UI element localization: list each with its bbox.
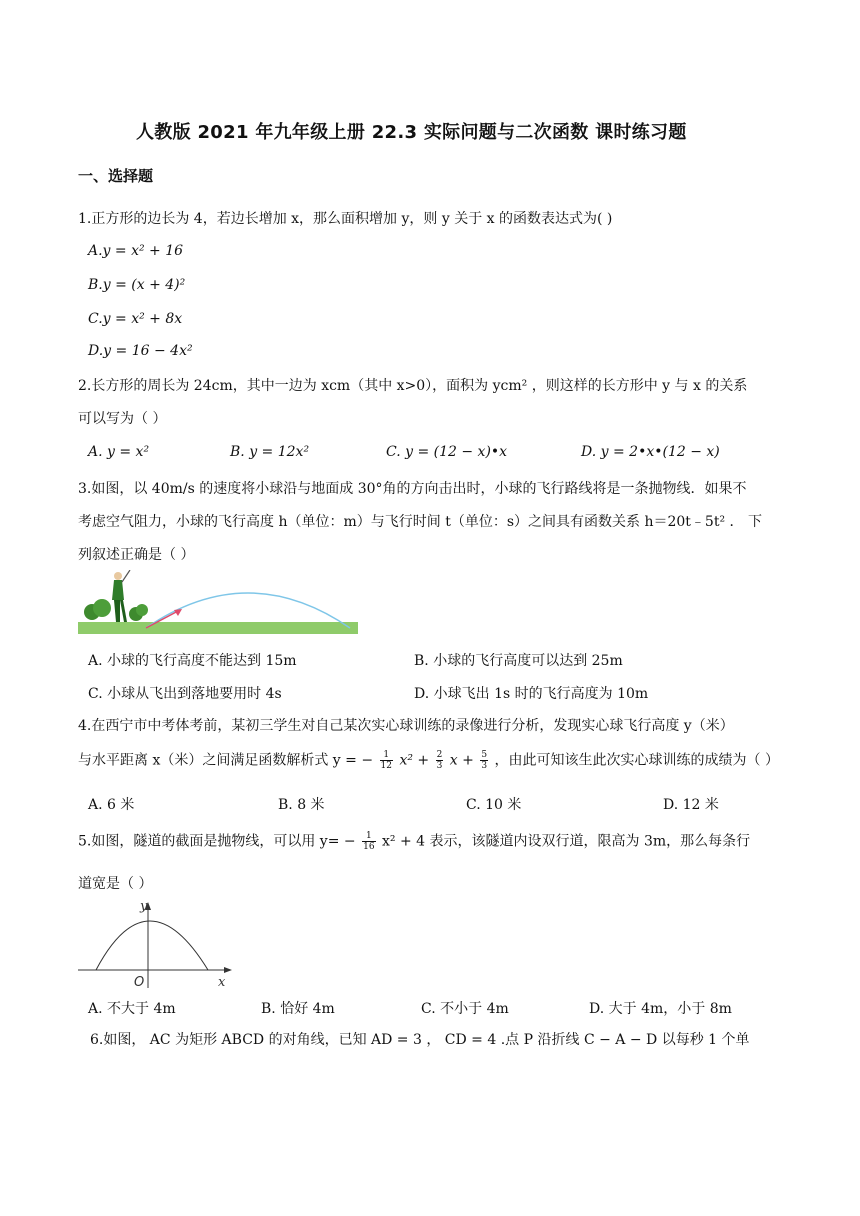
option-a: A. 小球的飞行高度不能达到 15m: [88, 653, 297, 669]
section-heading: 一、选择题: [78, 167, 154, 185]
term-x: x +: [449, 752, 474, 769]
stem-text-b: ，由此可知该生此次实心球训练的成绩为（ ）: [494, 752, 779, 769]
question-stem-line3: 列叙述正确是（ ）: [78, 547, 195, 563]
option-b: B. 恰好 4m: [261, 1001, 335, 1017]
question-stem: 1.正方形的边长为 4，若边长增加 x，那么面积增加 y，则 y 关于 x 的函数表达式为( ): [78, 211, 613, 227]
option-a: A. 6 米: [88, 797, 135, 813]
fraction-2-3: $\frac{2}{3}$: [436, 750, 443, 771]
parabola-curve: [96, 921, 208, 970]
question-stem: 6.如图， AC 为矩形 ABCD 的对角线，已知 AD = 3 ， CD = 4 .点 P 沿折线 C − A − D 以每秒 1 个单: [90, 1032, 750, 1048]
option-c: C. y = (12 − x)•x: [386, 444, 508, 460]
y-axis-label: y: [140, 899, 148, 914]
option-b: B. 小球的飞行高度可以达到 25m: [414, 653, 623, 669]
golf-trajectory-figure: [78, 570, 360, 638]
x-axis-label: x: [218, 975, 226, 990]
tunnel-parabola-figure: [74, 896, 238, 992]
question-stem-line1: 4.在西宁市中考体考前，某初三学生对自己某次实心球训练的录像进行分析，发现实心球飞行高度 y（米）: [78, 718, 734, 734]
option-c: C. 不小于 4m: [421, 1001, 509, 1017]
question-stem-line2: 道宽是（ ）: [78, 876, 153, 892]
origin-label: O: [134, 975, 145, 990]
golfer: [112, 570, 130, 622]
option-a: A. 不大于 4m: [88, 1001, 176, 1017]
question-stem-line2: [78, 750, 779, 771]
fraction-5-3: $\frac{5}{3}$: [481, 750, 488, 771]
option-d: D. y = 2•x•(12 − x): [581, 444, 720, 460]
option-d: D.y = 16 − 4x²: [88, 343, 193, 359]
option-a: A.y = x² + 16: [88, 243, 184, 259]
page-title: 人教版 2021 年九年级上册 22.3 实际问题与二次函数 课时练习题: [136, 122, 687, 143]
option-b: B. 8 米: [278, 797, 325, 813]
question-stem-line1: 2.长方形的周长为 24cm，其中一边为 xcm（其中 x>0），面积为 ycm² ，则这样的长方形中 y 与 x 的关系: [78, 378, 748, 394]
stem-text-a: 与水平距离 x（米）之间满足函数解析式 y = −: [78, 752, 374, 769]
option-d: D. 小球飞出 1s 时的飞行高度为 10m: [414, 686, 649, 702]
question-stem-line1: 3.如图，以 40m/s 的速度将小球沿与地面成 30°角的方向击出时，小球的飞行路线将是一条抛物线．如果不: [78, 481, 747, 497]
fraction-1-12: $\frac{1}{12}$: [380, 750, 392, 771]
stem-text-b: x² + 4 表示，该隧道内设双行道，限高为 3m，那么每条行: [382, 833, 751, 850]
option-d: D. 大于 4m，小于 8m: [589, 1001, 732, 1017]
x-axis-arrow: [224, 967, 232, 973]
question-stem-line1: [78, 831, 750, 852]
option-b: B.y = (x + 4)²: [88, 277, 186, 293]
option-a: A. y = x²: [88, 444, 150, 460]
option-c: C. 10 米: [466, 797, 522, 813]
stem-text-a: 5.如图，隧道的截面是抛物线，可以用 y= −: [78, 833, 356, 850]
fraction-1-16: $\frac{1}{16}$: [363, 831, 375, 852]
option-c: C.y = x² + 8x: [88, 311, 183, 327]
option-c: C. 小球从飞出到落地要用时 4s: [88, 686, 282, 702]
question-stem-line2: 考虑空气阻力，小球的飞行高度 h（单位：m）与飞行时间 t（单位：s）之间具有函数关系 h＝20t﹣5t² ． 下: [78, 514, 762, 530]
question-stem-line2: 可以写为（ ）: [78, 411, 167, 427]
option-d: D. 12 米: [663, 797, 719, 813]
option-b: B. y = 12x²: [230, 444, 310, 460]
ground: [78, 622, 358, 634]
term-x-squared: x² +: [399, 752, 430, 769]
